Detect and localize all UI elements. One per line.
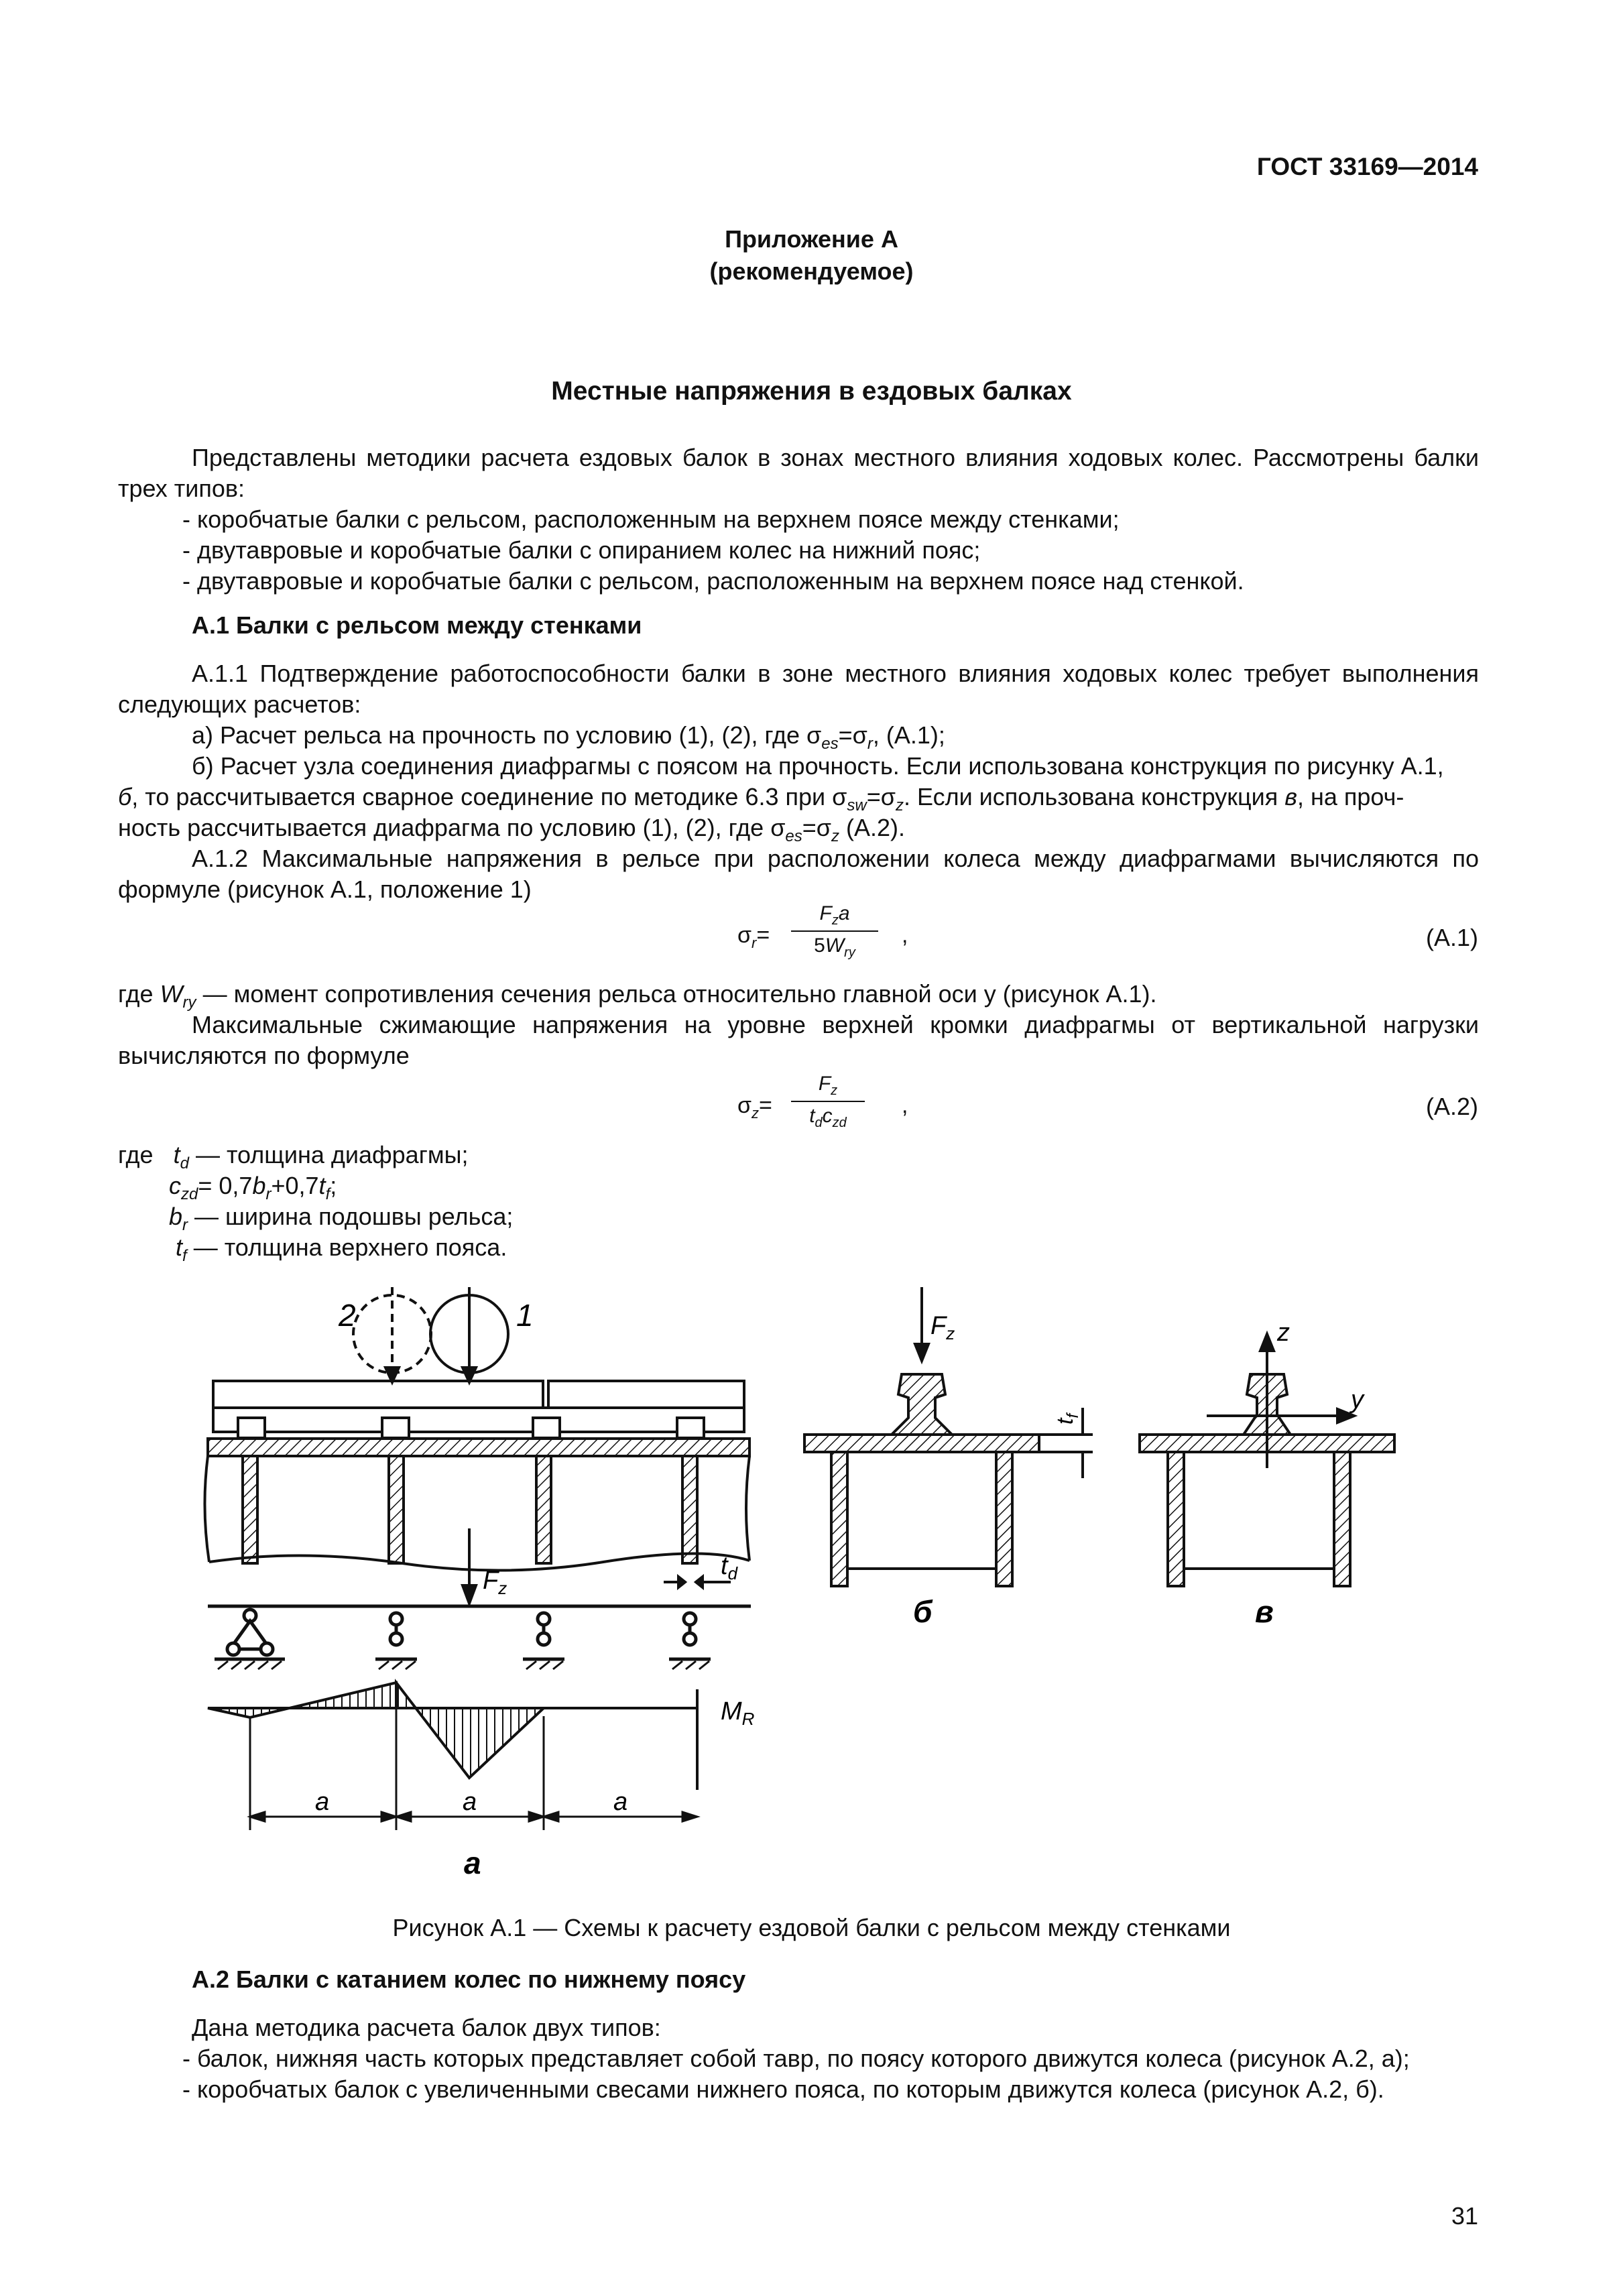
definition-br: $b_r$ — ширина подошвы рельса; [169, 1203, 514, 1235]
figure-caption: Рисунок А.1 — Схемы к расчету ездовой балки с рельсом между стенками [392, 1914, 1231, 1941]
definition-td: где $t_d$ — толщина диафрагмы; [118, 1141, 469, 1173]
intro-list-item: - двутавровые и коробчатые балки с опиранием колес на нижний пояс; [182, 536, 981, 564]
appendix-label: Приложение А [725, 225, 898, 253]
item-b-line2: б, то рассчитывается сварное соединение по методике 6.3 при $\sigma_{sw}=\sigma_z$. Если использована конструкция в, на проч- [118, 783, 1404, 815]
standard-number: ГОСТ 33169—2014 [1256, 153, 1478, 180]
definition-czd: $c_{zd}= 0,7b_r+0,7t_f$; [169, 1172, 337, 1204]
force-fz-label-b: $F_z$ [930, 1312, 955, 1343]
beam-side-view [204, 1287, 749, 1571]
span-a: a [613, 1788, 628, 1816]
span-a: a [315, 1788, 330, 1816]
paragraph-a12: А.1.2 Максимальные напряжения в рельсе при расположении колеса между диафрагмами вычисляются по формуле (рисунок А.1, положение 1) [118, 845, 1479, 903]
paragraph-a11: А.1.1 Подтверждение работоспособности балки в зоне местного влияния ходовых колес требует выполнения следующих расчетов: [118, 660, 1479, 718]
force-fz-label: $F_z$ [483, 1567, 507, 1598]
item-b-line3: ность рассчитывается диафрагма по условию (1), (2), где $\sigma_{es}=\sigma_z$ (А.2). [118, 814, 906, 846]
appendix-status: (рекомендуемое) [709, 257, 914, 285]
figure-a1 [0, 1274, 1623, 1904]
page-number: 31 [1451, 2202, 1478, 2230]
axis-z-label: z [1277, 1319, 1290, 1347]
moment-diagram [208, 1683, 697, 1790]
subfigure-b-label: б [913, 1594, 933, 1629]
item-a: а) Расчет рельса на прочность по условию (1), (2), где $\sigma_{es}=\sigma_r$, (А.1); [192, 721, 945, 753]
section-a2-item: - коробчатых балок с увеличенными свесами нижнего пояса, по которым движутся колеса (рисунок А.2, б). [182, 2075, 1384, 2103]
span-a: a [463, 1788, 477, 1816]
axis-y-label: y [1351, 1386, 1364, 1414]
continuous-beam-scheme [208, 1606, 751, 1659]
tf-label: $t_f$ [1053, 1413, 1082, 1425]
where-wry: где $W_{ry}$ — момент сопротивления сечения рельса относительно главной оси y (рисунок А.1). [118, 980, 1157, 1012]
position-2-label: 2 [339, 1298, 356, 1333]
intro-list-item: - двутавровые и коробчатые балки с рельсом, расположенным на верхнем поясе над стенкой. [182, 567, 1244, 595]
intro-paragraph: Представлены методики расчета ездовых балок в зонах местного влияния ходовых колес. Рассмотрены балки трех типов: [118, 444, 1479, 502]
section-heading-a1: А.1 Балки с рельсом между стенками [192, 611, 642, 639]
page-title: Местные напряжения в ездовых балках [551, 377, 1072, 406]
section-a2-item: - балок, нижняя часть которых представляет собой тавр, по поясу которого движутся колеса (рисунок А.2, а); [182, 2045, 1410, 2072]
subfigure-a-label: а [464, 1846, 481, 1880]
cross-section-v [1140, 1334, 1394, 1586]
paragraph-sigma-z: Максимальные сжимающие напряжения на уровне верхней кромки диафрагмы от вертикальной нагрузки вычисляются по формуле [118, 1011, 1479, 1069]
intro-list-item: - коробчатые балки с рельсом, расположенным на верхнем поясе между стенками; [182, 505, 1120, 533]
equation-number: (А.2) [1425, 1093, 1478, 1120]
item-b-line1: б) Расчет узла соединения диафрагмы с поясом на прочность. Если использована конструкция по рисунку А.1, [192, 752, 1444, 780]
position-1-label: 1 [516, 1298, 534, 1333]
definition-tf: $t_f$ — толщина верхнего пояса. [176, 1233, 507, 1266]
subfigure-v-label: в [1255, 1594, 1274, 1629]
td-label: $t_d$ [721, 1552, 738, 1583]
moment-label: $M_R$ [721, 1697, 755, 1729]
section-heading-a2: А.2 Балки с катанием колес по нижнему поясу [192, 1966, 746, 1993]
equation-number: (А.1) [1425, 924, 1478, 951]
section-a2-intro: Дана методика расчета балок двух типов: [192, 2014, 661, 2041]
